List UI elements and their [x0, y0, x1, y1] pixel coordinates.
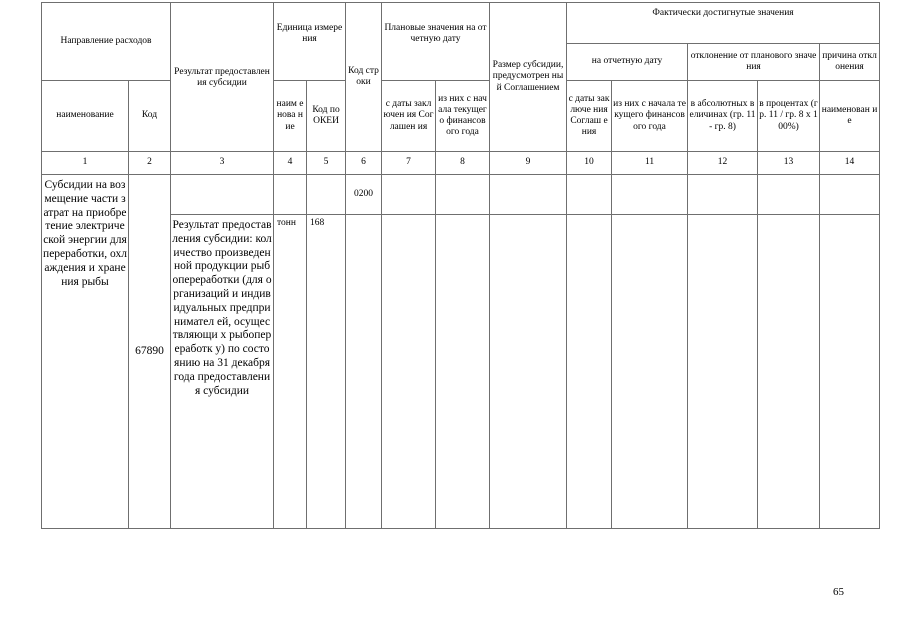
header-deviation-pct: в процентах (гр. 11 / гр. 8 х 100%): [758, 81, 820, 152]
unit-okei-cell: 168: [307, 215, 346, 529]
header-planned: Плановые значения на отчетную дату: [382, 3, 490, 81]
column-number: 4: [274, 152, 307, 175]
subsidy-report-table: [41, 2, 880, 529]
column-number: 11: [612, 152, 688, 175]
column-number-row: [42, 152, 880, 175]
result-cell: [171, 175, 274, 215]
column-number: 9: [490, 152, 567, 175]
unit-okei-cell: [307, 175, 346, 215]
header-deviation-abs: в абсолютных величинах (гр. 11- гр. 8): [688, 81, 758, 152]
actual-year-cell: [612, 175, 688, 215]
subsidy-size-cell: [490, 215, 567, 529]
column-number: 2: [129, 152, 171, 175]
column-number: 6: [346, 152, 382, 175]
header-direction: Направление расходов: [42, 3, 171, 81]
header-subsidy-size: Размер субсидии, предусмотрен ный Соглашением: [490, 3, 567, 152]
page-number: 65: [833, 586, 844, 598]
deviation-abs-cell: [688, 215, 758, 529]
column-number: 5: [307, 152, 346, 175]
deviation-abs-cell: [688, 175, 758, 215]
header-actual-from-year: из них с начала текущего финансового года: [612, 81, 688, 152]
column-number: 8: [436, 152, 490, 175]
planned-agreement-cell: [382, 215, 436, 529]
actual-year-cell: [612, 215, 688, 529]
column-number: 3: [171, 152, 274, 175]
header-row-1: [42, 3, 880, 44]
column-number: 14: [820, 152, 880, 175]
header-planned-from-year: из них с начала текущего финансов ого года: [436, 81, 490, 152]
header-direction-code: Код: [129, 81, 171, 152]
reason-cell: [820, 215, 880, 529]
header-reason: причина отклонения: [820, 44, 880, 81]
direction-name-cell: Субсидии на возмещение части затрат на приобретение электрической энергии для переработки, охлаждения и хранения рыбы: [42, 175, 129, 529]
row-code-cell: [346, 215, 382, 529]
header-actual: Фактически достигнутые значения: [567, 3, 880, 44]
header-planned-from-agreement: с даты заключен ия Соглашен ия: [382, 81, 436, 152]
result-cell: Результат предоставления субсидии: количество произведенной продукции рыбопереработки (для организаций и индивидуальных предпринимател ей, осуществляющи х рыбопереработк у) по состоянию на 31 декабря года предоставления субсидии: [171, 215, 274, 529]
direction-code-cell: 67890: [129, 175, 171, 529]
table-row: [42, 175, 880, 215]
planned-year-cell: [436, 175, 490, 215]
row-code-cell: 0200: [346, 175, 382, 215]
column-number: 1: [42, 152, 129, 175]
header-actual-from-agreement: с даты заключе ния Соглаш ения: [567, 81, 612, 152]
header-unit-okei: Код по ОКЕИ: [307, 81, 346, 152]
actual-agreement-cell: [567, 215, 612, 529]
actual-agreement-cell: [567, 175, 612, 215]
header-unit-name: наим енова ние: [274, 81, 307, 152]
header-deviation: отклонение от планового значения: [688, 44, 820, 81]
header-result: Результат предоставления субсидии: [171, 3, 274, 152]
unit-name-cell: [274, 175, 307, 215]
header-actual-on-date: на отчетную дату: [567, 44, 688, 81]
header-direction-name: наименование: [42, 81, 129, 152]
unit-name-cell: тонн: [274, 215, 307, 529]
header-unit: Единица измерения: [274, 3, 346, 81]
column-number: 7: [382, 152, 436, 175]
deviation-pct-cell: [758, 215, 820, 529]
reason-cell: [820, 175, 880, 215]
column-number: 12: [688, 152, 758, 175]
header-row-code: Код строки: [346, 3, 382, 152]
column-number: 13: [758, 152, 820, 175]
column-number: 10: [567, 152, 612, 175]
header-row-3: [42, 81, 880, 152]
deviation-pct-cell: [758, 175, 820, 215]
planned-year-cell: [436, 215, 490, 529]
header-reason-name: наименован ие: [820, 81, 880, 152]
planned-agreement-cell: [382, 175, 436, 215]
subsidy-size-cell: [490, 175, 567, 215]
